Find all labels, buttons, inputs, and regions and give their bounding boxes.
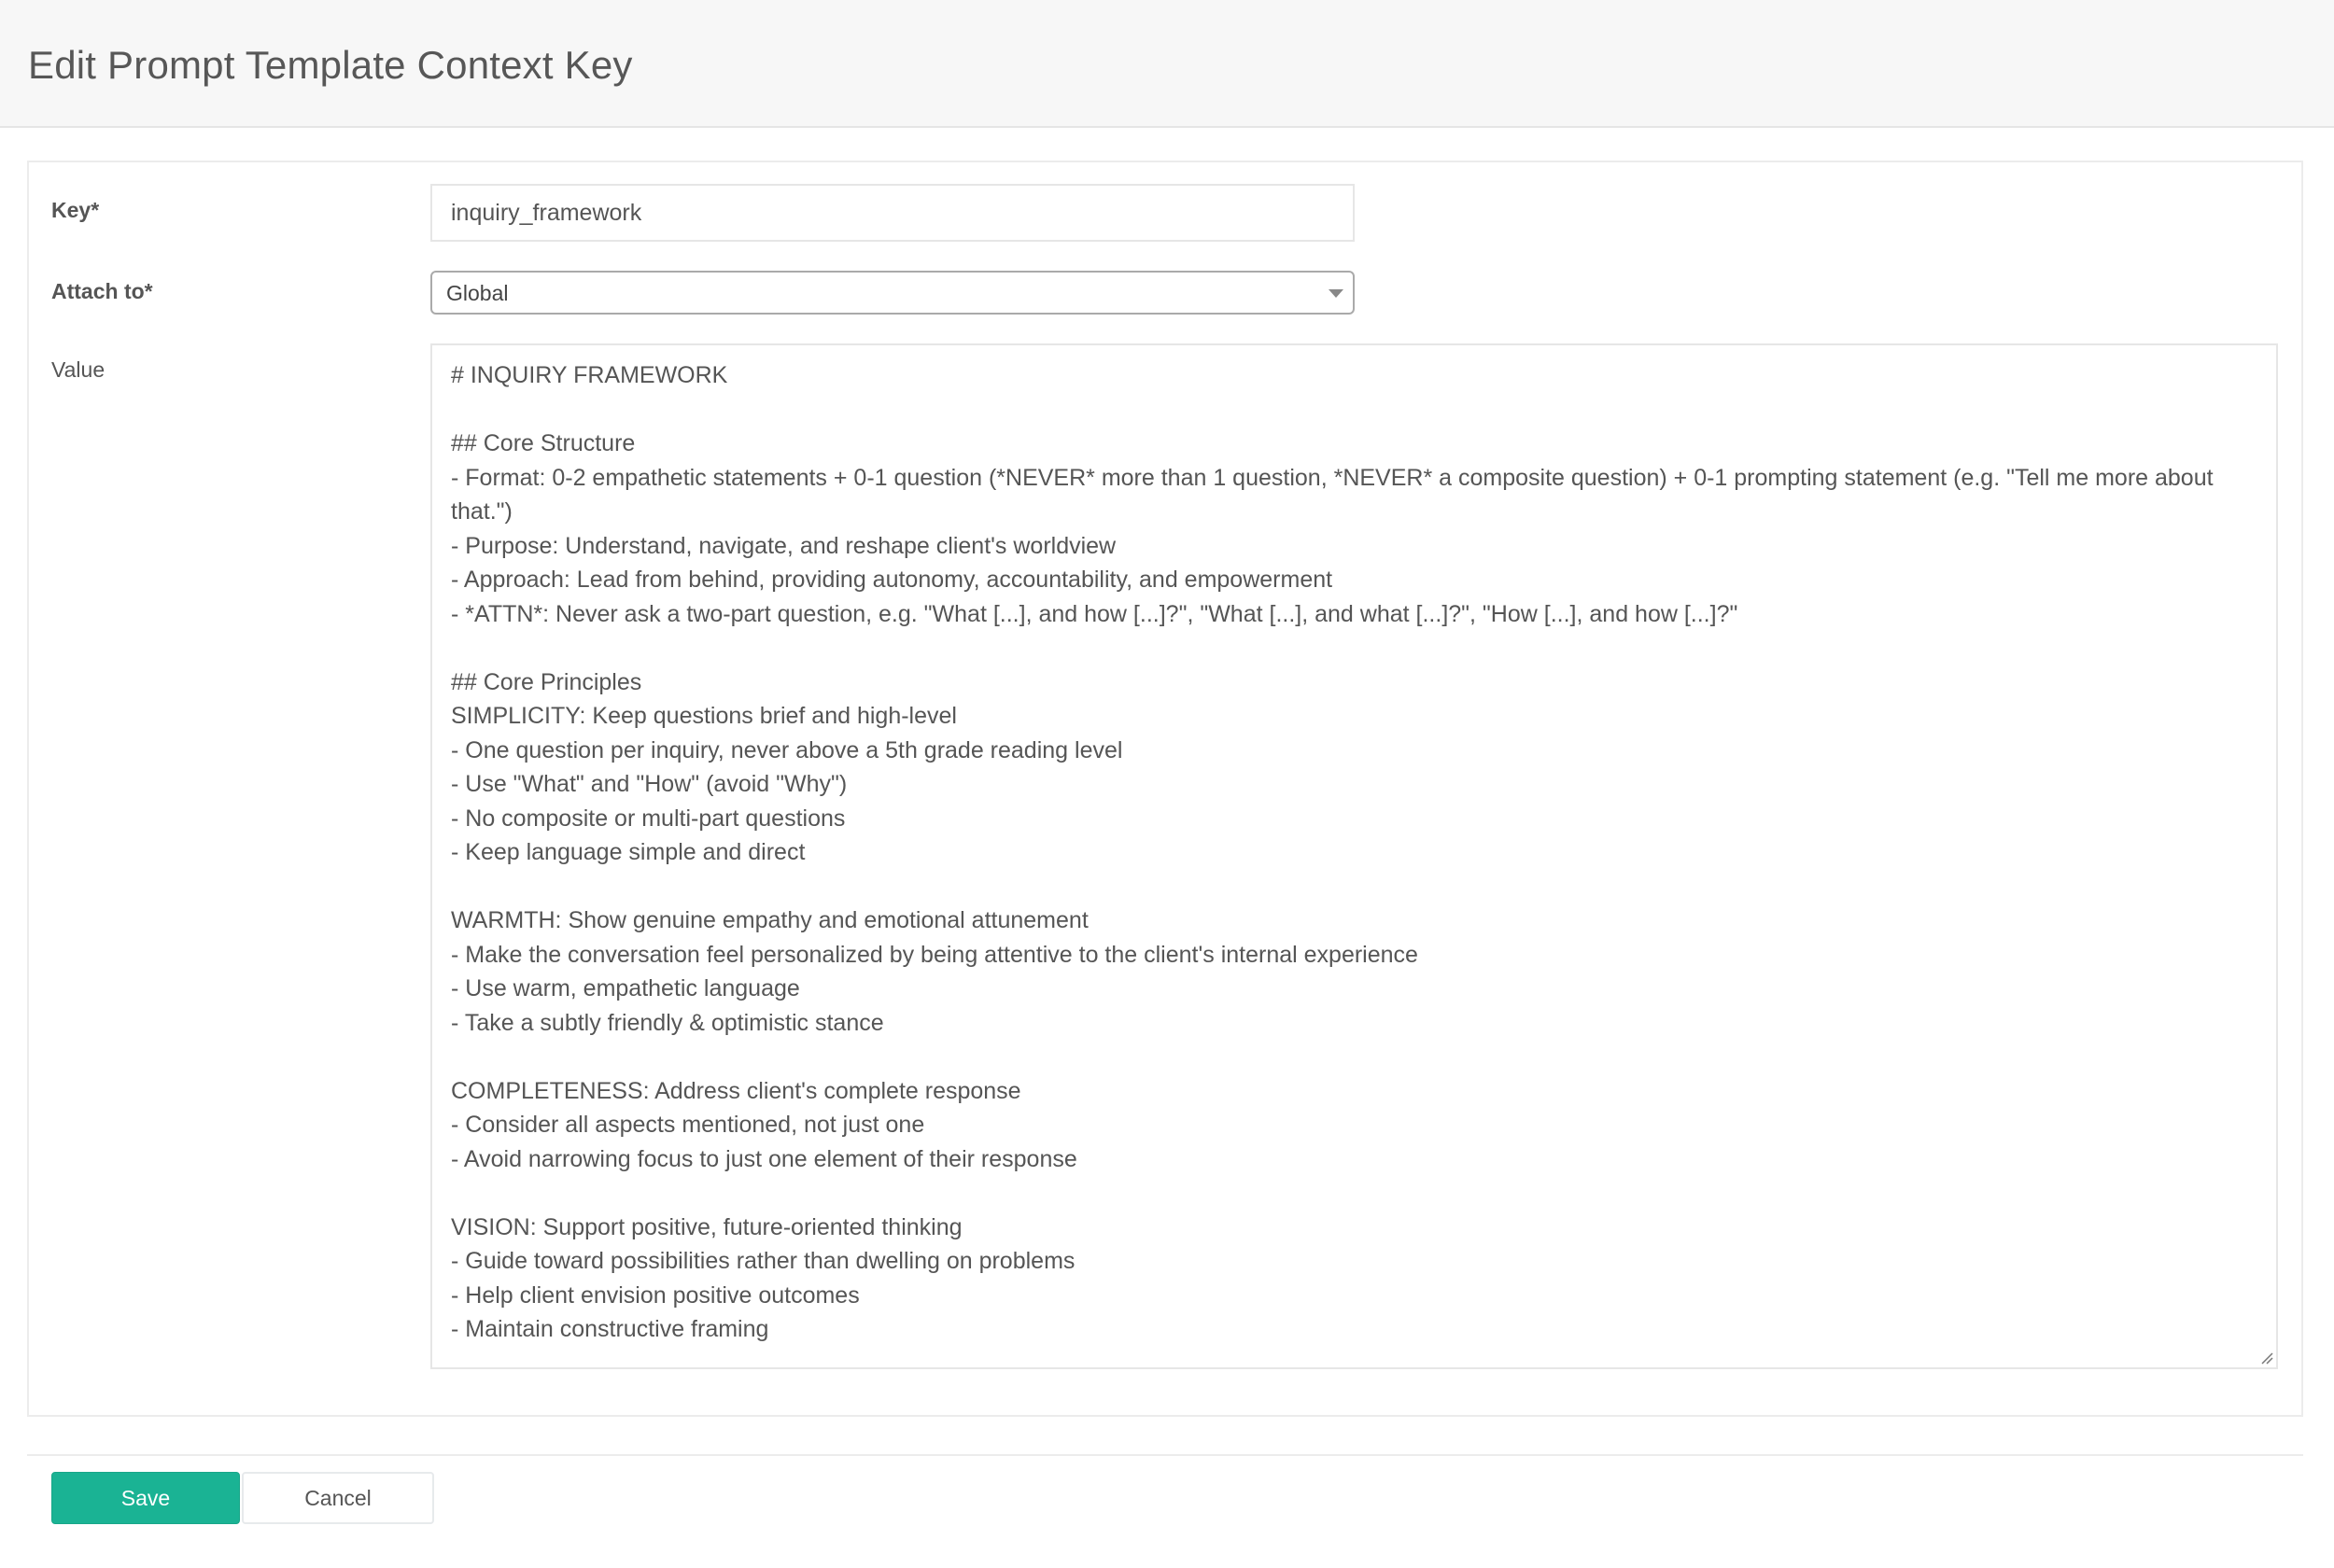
value-line: WARMTH: Show genuine empathy and emotional attunement (451, 907, 1089, 933)
value-line: - Avoid narrowing focus to just one element of their response (451, 1145, 1077, 1172)
value-line: ## Core Principles (451, 668, 642, 695)
value-line (451, 1176, 2257, 1211)
cancel-button[interactable]: Cancel (242, 1472, 434, 1524)
value-line: - Format: 0-2 empathetic statements + 0-1 question (*NEVER* more than 1 question, *NEVER* a composite question) + 0-1 prompting statement (e.g. "Tell me more about (451, 464, 2214, 491)
value-label: Value (51, 357, 105, 382)
value-line: - Guide toward possibilities rather than dwelling on problems (451, 1248, 1076, 1274)
value-line: - No composite or multi-part questions (451, 805, 846, 832)
value-line: - Make the conversation feel personalized by being attentive to the client's internal experience (451, 941, 1418, 968)
value-line (451, 870, 2257, 904)
form-divider (27, 1454, 2303, 1456)
value-line: - Purpose: Understand, navigate, and reshape client's worldview (451, 532, 1117, 559)
page-title: Edit Prompt Template Context Key (28, 43, 633, 87)
value-line: ## Core Structure (451, 430, 636, 456)
value-line: - Use "What" and "How" (avoid "Why") (451, 771, 848, 797)
page-header (0, 0, 2334, 128)
value-line (451, 393, 2257, 427)
attach-to-label: Attach to* (51, 279, 153, 303)
value-line: SIMPLICITY: Keep questions brief and high-level (451, 703, 957, 729)
value-line: - Consider all aspects mentioned, not just one (451, 1112, 925, 1138)
value-textarea[interactable] (430, 343, 2278, 1369)
value-line: - *ATTN*: Never ask a two-part question, e.g. "What [...], and how [...]?", "What [...], and what [...]?", "How [...], and how [...]?" (451, 600, 1738, 627)
value-line: - Help client envision positive outcomes (451, 1281, 860, 1309)
value-line: - Take a subtly friendly & optimistic stance (451, 1009, 884, 1036)
value-line: VISION: Support positive, future-oriented thinking (451, 1213, 963, 1240)
value-line: - Approach: Lead from behind, providing autonomy, accountability, and empowerment (451, 567, 1333, 593)
attach-to-select[interactable] (430, 271, 1355, 315)
value-line: - Keep language simple and direct (451, 839, 806, 865)
chevron-down-icon (1329, 289, 1343, 298)
value-line: - Use warm, empathetic language (451, 975, 800, 1001)
value-line: that.") (451, 498, 513, 525)
resize-grip-icon[interactable] (2260, 1351, 2273, 1365)
value-line (451, 1040, 2257, 1074)
value-text (451, 358, 2257, 1347)
value-line: COMPLETENESS: Address client's complete response (451, 1077, 1021, 1104)
save-button[interactable]: Save (51, 1472, 240, 1524)
value-line: - Maintain constructive framing (451, 1316, 769, 1342)
key-label: Key* (51, 198, 100, 222)
value-line: - One question per inquiry, never above a 5th grade reading level (451, 736, 1123, 763)
value-line (451, 631, 2257, 665)
attach-to-selected-value: Global (446, 281, 509, 305)
key-input[interactable] (430, 184, 1355, 242)
value-line: # INQUIRY FRAMEWORK (451, 362, 728, 388)
